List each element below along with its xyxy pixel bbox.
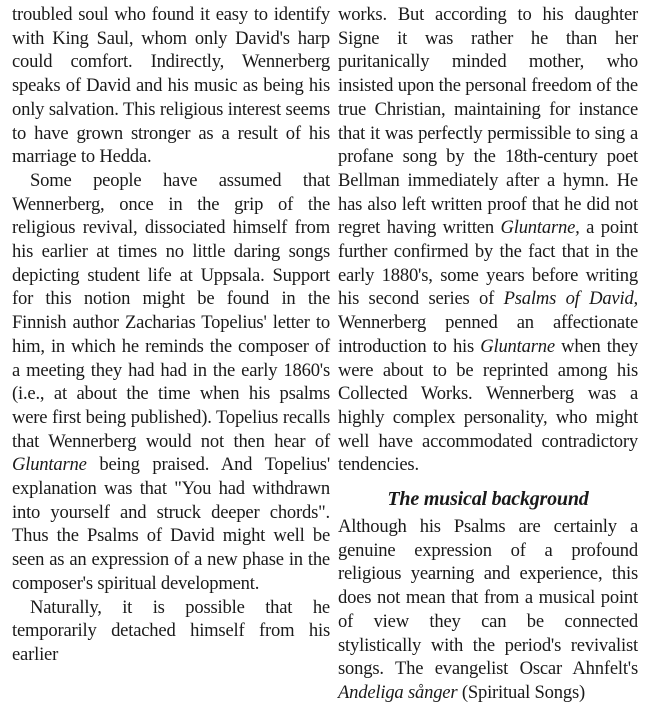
text-run: works. But according to his daughter Signe it was rather he than her puritanically minded mother, who insisted upon the personal freedom of the true Christian, maintaining for instance that it was perfectly permissible to sing a profane song by the 18th-century poet Bellman immediately after a hymn. He has also left written proof that he did not regret having written <box>338 4 638 239</box>
paragraph <box>12 169 330 596</box>
italic-title: Gluntarne <box>480 335 555 357</box>
paragraph <box>338 515 638 705</box>
text-run: being praised. And Topelius' explanation was that "You had withdrawn into yourself and struck deeper chords". Thus the Psalms of David might well be seen as an expression of a new phase in the composer's spiritual development. <box>12 454 330 594</box>
text-run: (Spiritual Songs) <box>457 681 585 703</box>
text-run: Some people have assumed that Wennerberg, once in the grip of the religious revival, dissociated himself from his earlier at times no little daring songs depicting student life at Uppsala. Support for this notion might be found in the Finnish author Zacharias Topelius' letter to him, in which he reminds the composer of a meeting they had had in the early 1860's (i.e., at about the time when his psalms were first being published). Topelius recalls that Wennerberg would not then hear of <box>12 169 330 452</box>
right-column <box>338 3 638 705</box>
italic-title: Psalms of David, <box>503 288 638 310</box>
italic-title: Andeliga sånger <box>338 681 458 703</box>
paragraph <box>338 3 638 477</box>
italic-title: Gluntarne, <box>500 217 580 239</box>
text-run: a point further confirmed by the fact that in the early 1880's, some years before writing his second series of <box>338 217 638 310</box>
paragraph: troubled soul who found it easy to identify with King Saul, whom only David's harp could comfort. Indirectly, Wennerberg speaks of David and his music as being his only salvation. This religious interest seems to have grown stronger as a result of his marriage to Hedda. <box>12 4 330 168</box>
text-run: Wennerberg penned an affectionate introduction to his <box>338 312 638 357</box>
italic-title: Gluntarne <box>12 454 87 476</box>
left-column <box>12 3 330 667</box>
section-heading: The musical background <box>387 488 589 511</box>
text-run: when they were about to be reprinted among his Collected Works. Wennerberg was a highly complex personality, who might well have accommodated contradictory tendencies. <box>338 335 638 476</box>
text-run: Although his Psalms are certainly a genuine expression of a profound religious yearning and experience, this does not mean that from a musical point of view they can be connected stylistically with the period's revivalist songs. The evangelist Oscar Ahnfelt's <box>338 516 638 680</box>
paragraph: Naturally, it is possible that he temporarily detached himself from his earlier <box>12 596 330 665</box>
